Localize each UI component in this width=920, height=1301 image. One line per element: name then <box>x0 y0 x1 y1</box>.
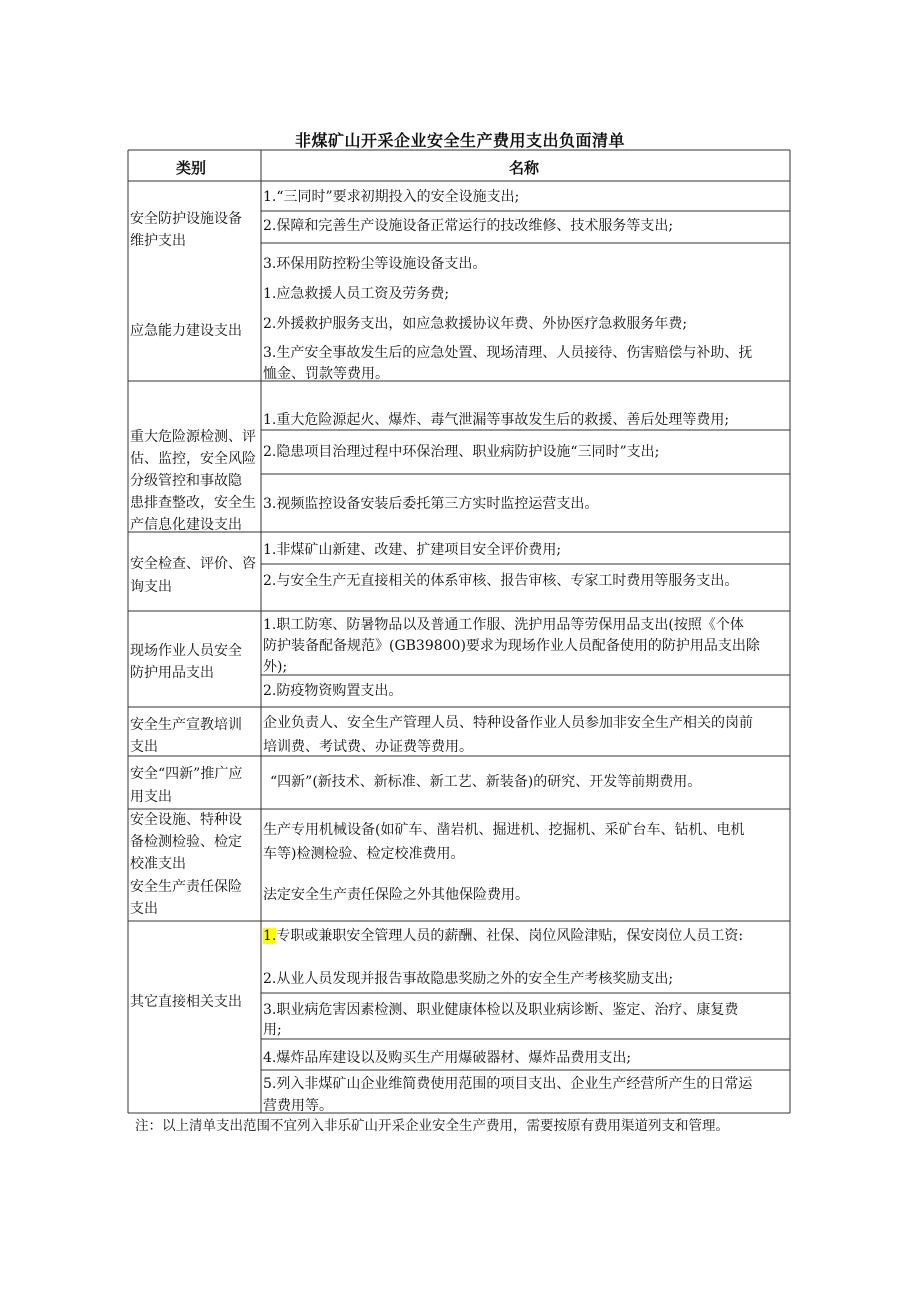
list-item: 营费用等。 <box>263 1098 333 1114</box>
category-line: 估、监控，安全风险 <box>130 451 256 467</box>
list-item: 3.生产安全事故发生后的应急处置、现场清理、人员接待、伤害赔偿与补助、抚 <box>263 345 753 361</box>
list-item: 法定安全生产责任保险之外其他保险费用。 <box>263 887 529 903</box>
list-item: 2.防疫物资购置支出。 <box>263 683 403 699</box>
list-item: 1.专职或兼职安全管理人员的薪酬、社保、岗位风险津贴，保安岗位人员工资: <box>263 928 744 944</box>
page-title: 非煤矿山开采企业安全生产费用支出负面清单 <box>294 131 625 150</box>
category-line: 用支出 <box>130 789 172 805</box>
list-item: 2.与安全生产无直接相关的体系审核、报告审核、专家工时费用等服务支出。 <box>263 573 739 589</box>
category-line: 现场作业人员安全 <box>130 643 242 659</box>
category-line: 备检测检验、检定 <box>130 834 242 850</box>
category-line: 安全“四新”推广应 <box>130 766 243 782</box>
list-item: 1.非煤矿山新建、改建、扩建项目安全评价费用; <box>263 542 562 558</box>
list-item: 4.爆炸品库建设以及购买生产用爆破器材、爆炸品费用支出; <box>263 1050 632 1066</box>
list-item: 外); <box>263 659 288 675</box>
footnote: 注：以上清单支出范围不宜列入非乐矿山开采企业安全生产费用，需要按原有费用渠道列支和管理。 <box>135 1118 729 1134</box>
category-line: 产信息化建设支出 <box>130 517 242 533</box>
list-item: 5.列入非煤矿山企业维简费使用范围的项目支出、企业生产经营所产生的日常运 <box>263 1076 753 1092</box>
list-item: 车等)检测检验、检定校准费用。 <box>263 846 465 862</box>
list-item: 防护装备配备规范》(GB39800)要求为现场作业人员配备使用的防护用品支出除 <box>263 638 760 654</box>
list-item: 2.隐患项目治理过程中环保治理、职业病防护设施“三同时”支出; <box>263 444 660 460</box>
category-line: 应急能力建设支出 <box>130 323 242 339</box>
category-line: 安全检查、评价、咨 <box>130 556 256 572</box>
category-line: 安全防护设施设备 <box>130 211 242 227</box>
category-line: 支出 <box>130 901 158 917</box>
list-item: 3.环保用防控粉尘等设施设备支出。 <box>263 256 487 272</box>
category-line: 安全生产宣教培训 <box>130 717 242 733</box>
category-line: 防护用品支出 <box>130 665 214 681</box>
list-item: 3.视频监控设备安装后委托第三方实时监控运营支出。 <box>263 496 599 512</box>
category-line: 安全生产责任保险 <box>130 879 242 895</box>
highlight-mark: 1. <box>263 928 277 944</box>
category-line: 分级管控和事故隐 <box>130 473 242 489</box>
list-item: 3.职业病危害因素检测、职业健康体检以及职业病诊断、鉴定、治疗、康复费 <box>263 1002 739 1018</box>
category-line: 其它直接相关支出 <box>130 994 242 1010</box>
list-item: 培训费、考试费、办证费等费用。 <box>263 739 473 755</box>
category-line: 重大危险源检测、评 <box>130 429 256 445</box>
category-line: 支出 <box>130 739 158 755</box>
list-item: 1.重大危险源起火、爆炸、毒气泄漏等事故发生后的救援、善后处理等费用; <box>263 412 730 428</box>
category-line: 安全设施、特种设 <box>130 812 242 828</box>
list-item: 生产专用机械设备(如矿车、凿岩机、掘进机、挖掘机、采矿台车、钻机、电机 <box>263 822 745 838</box>
list-item: 1.职工防寒、防暑物品以及普通工作服、洗护用品等劳保用品支出(按照《个体 <box>263 617 744 633</box>
list-item: 恤金、罚款等费用。 <box>263 366 389 382</box>
header-category: 类别 <box>176 159 207 177</box>
list-item: 2.从业人员发现并报告事故隐患奖励之外的安全生产考核奖励支出; <box>263 971 674 987</box>
list-item: 1.应急救援人员工资及劳务费; <box>263 286 450 302</box>
list-item: 企业负责人、安全生产管理人员、特种设备作业人员参加非安全生产相关的岗前 <box>263 715 753 731</box>
list-item: 2.外援救护服务支出，如应急救援协议年费、外协医疗急救服务年费; <box>263 316 688 332</box>
category-line: 询支出 <box>130 579 172 595</box>
list-item: 2.保障和完善生产设施设备正常运行的技改维修、技术服务等支出; <box>263 218 674 234</box>
header-name: 名称 <box>509 159 540 177</box>
category-line: 维护支出 <box>130 233 186 249</box>
list-item: “四新”(新技术、新标准、新工艺、新装备)的研究、开发等前期费用。 <box>270 774 702 790</box>
list-item: 用; <box>263 1022 282 1038</box>
list-item: 1.“三同时”要求初期投入的安全设施支出; <box>263 189 520 205</box>
category-line: 患排查整改，安全生 <box>130 495 256 511</box>
category-line: 校准支出 <box>130 856 186 872</box>
